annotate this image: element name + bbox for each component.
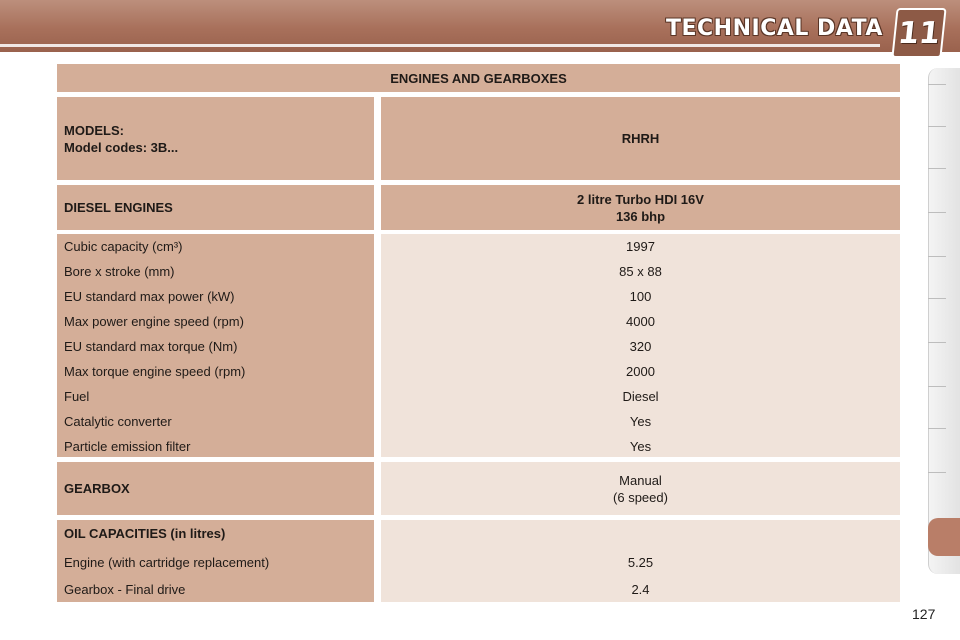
oil-value: 2.4 [631, 582, 650, 597]
spec-label: Max torque engine speed (rpm) [64, 364, 246, 379]
spec-label: Catalytic converter [64, 414, 172, 429]
spec-value: 100 [629, 289, 652, 304]
side-tab[interactable] [928, 126, 946, 127]
side-tab[interactable] [928, 386, 946, 387]
header-divider [0, 44, 880, 47]
spec-label: Cubic capacity (cm³) [64, 239, 183, 254]
side-tab[interactable] [928, 472, 946, 473]
spec-label: Bore x stroke (mm) [64, 264, 175, 279]
oil-capacities-labels [57, 520, 374, 602]
spec-value: Yes [629, 414, 652, 429]
diesel-engines-label: DIESEL ENGINES [57, 185, 374, 230]
section-title-text: ENGINES AND GEARBOXES [390, 70, 567, 86]
models-value: RHRH [381, 97, 900, 180]
side-tab[interactable] [928, 298, 946, 299]
spec-value: Yes [629, 439, 652, 454]
oil-capacities-values [381, 520, 900, 602]
oil-capacities-title: OIL CAPACITIES (in litres) [64, 526, 226, 541]
spec-value: 2000 [626, 364, 655, 379]
page-title: TECHNICAL DATA [666, 16, 883, 41]
spec-value: 1997 [626, 239, 655, 254]
specs-labels [57, 234, 374, 457]
engine-specs-block [57, 234, 900, 457]
side-tab[interactable] [928, 212, 946, 213]
side-tab-strip [928, 68, 960, 574]
spec-value: Diesel [622, 389, 659, 404]
page-number: 127 [912, 606, 936, 622]
spec-label: Particle emission filter [64, 439, 191, 454]
oil-capacities-block [57, 520, 900, 602]
chapter-number: 11 [896, 15, 942, 51]
diesel-engines-value: 2 litre Turbo HDI 16V 136 bhp [381, 185, 900, 230]
side-tab[interactable] [928, 256, 946, 257]
gearbox-value: Manual (6 speed) [381, 462, 900, 515]
spec-value: 4000 [626, 314, 655, 329]
section-title [57, 64, 900, 92]
oil-label: Engine (with cartridge replacement) [64, 555, 270, 570]
models-label: MODELS: Model codes: 3B... [57, 97, 374, 180]
side-tab[interactable] [928, 342, 946, 343]
spec-value: 85 x 88 [619, 264, 662, 279]
spec-label: Max power engine speed (rpm) [64, 314, 244, 329]
spec-label: Fuel [64, 389, 90, 404]
models-row [57, 97, 900, 180]
spec-value: 320 [629, 339, 652, 354]
spec-label: EU standard max power (kW) [64, 289, 235, 304]
side-tab[interactable] [928, 84, 946, 85]
chapter-badge [891, 8, 946, 58]
spec-label: EU standard max torque (Nm) [64, 339, 238, 354]
diesel-engines-row [57, 185, 900, 230]
side-tab[interactable] [928, 428, 946, 429]
gearbox-label: GEARBOX [57, 462, 374, 515]
gearbox-row [57, 462, 900, 515]
specs-values [381, 234, 900, 457]
oil-label: Gearbox - Final drive [64, 582, 186, 597]
side-tab-active[interactable] [928, 518, 960, 556]
side-tab[interactable] [928, 168, 946, 169]
oil-value: 5.25 [627, 555, 654, 570]
